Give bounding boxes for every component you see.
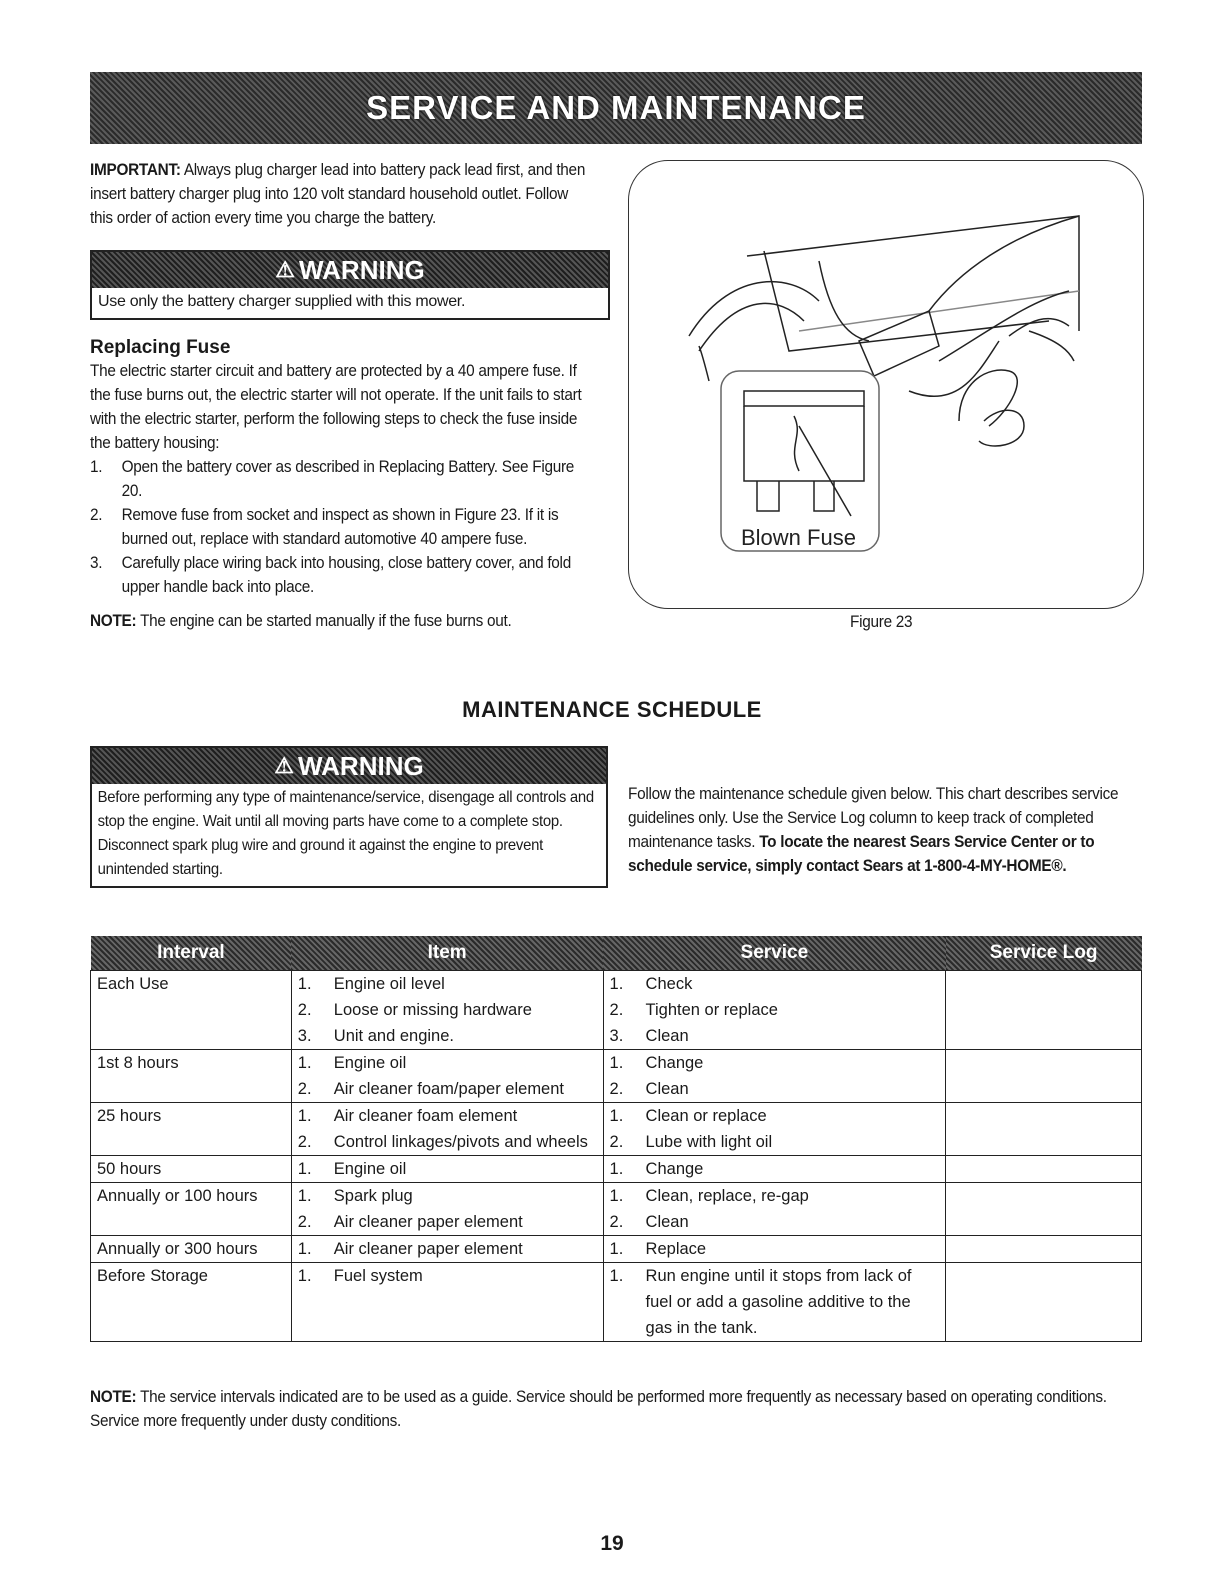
table-row [91, 1156, 1142, 1183]
bottom-note: NOTE: The service intervals indicated are to be used as a guide. Service should be performed more frequently as necessary based on operating conditions. Service more frequently under dusty conditions. [90, 1388, 1107, 1430]
list-item: 2. Loose or missing hardware [297, 1001, 532, 1019]
list-item: 1. Change [609, 1054, 704, 1072]
list-item: 1. Air cleaner paper element [297, 1240, 523, 1258]
figure-23-frame [628, 160, 1144, 609]
header-interval: Interval [91, 936, 292, 971]
header-service: Service [603, 936, 946, 971]
page-title: SERVICE AND MAINTENANCE [366, 89, 866, 126]
fuse-steps [90, 455, 597, 599]
service-cell [603, 1236, 946, 1263]
list-item: 1. Engine oil [297, 1160, 407, 1178]
interval-cell: 1st 8 hours [91, 1050, 292, 1103]
list-item: 1. Run engine until it stops from lack of fuel or add a gasoline additive to the gas in the tank. [609, 1267, 912, 1337]
service-cell [603, 1050, 946, 1103]
warning-triangle-icon: ⚠ [274, 753, 295, 778]
replacing-fuse-section [90, 337, 610, 633]
list-item: 3. Carefully place wiring back into housing, close battery cover, and fold upper handle back into place. [90, 554, 571, 596]
list-item: 1. Check [609, 975, 693, 993]
service-cell [603, 971, 946, 1050]
table-row [91, 1183, 1142, 1236]
list-item: 1. Air cleaner foam element [297, 1107, 518, 1125]
service-cell [603, 1103, 946, 1156]
item-cell [291, 1103, 603, 1156]
list-item: 1. Engine oil level [297, 975, 445, 993]
interval-cell: 25 hours [91, 1103, 292, 1156]
list-item: 2. Clean [609, 1213, 689, 1231]
service-log-cell [946, 1103, 1142, 1156]
warning-header [92, 748, 606, 784]
warning-text: Before performing any type of maintenance/service, disengage all controls and stop the engine. Wait until all moving parts have come to a complete stop. Disconnect spark plug wire and ground it against the engine to prevent unintended starting. [97, 789, 594, 878]
item-cell [291, 1236, 603, 1263]
list-item: 2. Air cleaner foam/paper element [297, 1080, 564, 1098]
service-cell [603, 1156, 946, 1183]
table-row [91, 1103, 1142, 1156]
schedule-warning-box [90, 746, 608, 888]
list-item: 1. Change [609, 1160, 704, 1178]
list-item: 1. Replace [609, 1240, 707, 1258]
table-row [91, 1263, 1142, 1342]
table-row [91, 1236, 1142, 1263]
schedule-title: MAINTENANCE SCHEDULE [462, 697, 762, 722]
interval-cell: Before Storage [91, 1263, 292, 1342]
list-item: 2. Tighten or replace [609, 1001, 778, 1019]
interval-cell: Annually or 300 hours [91, 1236, 292, 1263]
page-number: 19 [600, 1532, 624, 1555]
section-banner [90, 72, 1142, 144]
item-cell [291, 1183, 603, 1236]
fuse-intro: The electric starter circuit and battery are protected by a 40 ampere fuse. If the fuse burns out, the electric starter will not operate. If the unit fails to start with the electric starter, perform the following steps to check the fuse inside the battery housing: [90, 362, 582, 452]
list-item: 2. Clean [609, 1080, 689, 1098]
list-item: 2. Lube with light oil [609, 1133, 773, 1151]
schedule-intro: Follow the maintenance schedule given below. This chart describes service guidelines only. Use the Service Log column to keep track of completed maintenance tasks. To locate the nearest Sears Service Center or to schedule service, simply contact Sears at 1-800-4-MY-HOME®. [628, 785, 1119, 875]
important-paragraph [90, 158, 592, 230]
interval-cell: 50 hours [91, 1156, 292, 1183]
warning-text: Use only the battery charger supplied with this mower. [98, 293, 466, 310]
important-text: Always plug charger lead into battery pack lead first, and then insert battery charger plug into 120 volt standard household outlet. Follow this order of action every time you charge the battery. [90, 161, 586, 227]
list-item: 1. Clean or replace [609, 1107, 767, 1125]
table-body [91, 971, 1142, 1342]
list-item: 2. Air cleaner paper element [297, 1213, 523, 1231]
warning-header [92, 252, 608, 288]
list-item: 2. Remove fuse from socket and inspect as shown in Figure 23. If it is burned out, replace with standard automotive 40 ampere fuse. [90, 506, 559, 548]
list-item: 1. Open the battery cover as described in Replacing Battery. See Figure 20. [90, 458, 575, 500]
table-row [91, 971, 1142, 1050]
fuse-illustration [629, 161, 1143, 608]
maintenance-table [90, 936, 1142, 1342]
service-cell [603, 1263, 946, 1342]
list-item: 1. Clean, replace, re-gap [609, 1187, 809, 1205]
warning-triangle-icon: ⚠ [275, 257, 296, 282]
list-item: 2. Control linkages/pivots and wheels [297, 1133, 588, 1151]
table-row [91, 1050, 1142, 1103]
service-log-cell [946, 1236, 1142, 1263]
fuse-note: NOTE: The engine can be started manually if the fuse burns out. [90, 612, 512, 630]
service-log-cell [946, 1183, 1142, 1236]
service-log-cell [946, 1050, 1142, 1103]
item-cell [291, 1050, 603, 1103]
service-cell [603, 1183, 946, 1236]
important-label: IMPORTANT: [90, 161, 181, 179]
interval-cell: Annually or 100 hours [91, 1183, 292, 1236]
list-item: 1. Engine oil [297, 1054, 407, 1072]
table-header-row [91, 936, 1142, 971]
list-item: 1. Fuel system [297, 1267, 423, 1285]
list-item: 3. Clean [609, 1027, 689, 1045]
list-item: 3. Unit and engine. [297, 1027, 454, 1045]
figure-caption: Figure 23 [850, 613, 913, 631]
sears-contact: To locate the nearest Sears Service Center or to schedule service, simply contact Sears at 1-800-4-MY-HOME®. [628, 833, 1095, 875]
warning-title: WARNING [299, 254, 425, 285]
warning-box [90, 250, 610, 320]
section-heading: Replacing Fuse [90, 337, 231, 358]
item-cell [291, 1263, 603, 1342]
item-cell [291, 971, 603, 1050]
service-log-cell [946, 1156, 1142, 1183]
figure-callout: Blown Fuse [741, 525, 856, 550]
service-log-cell [946, 971, 1142, 1050]
header-service-log: Service Log [946, 936, 1142, 971]
service-log-cell [946, 1263, 1142, 1342]
warning-title: WARNING [298, 750, 424, 781]
item-cell [291, 1156, 603, 1183]
interval-cell: Each Use [91, 971, 292, 1050]
header-item: Item [291, 936, 603, 971]
list-item: 1. Spark plug [297, 1187, 413, 1205]
